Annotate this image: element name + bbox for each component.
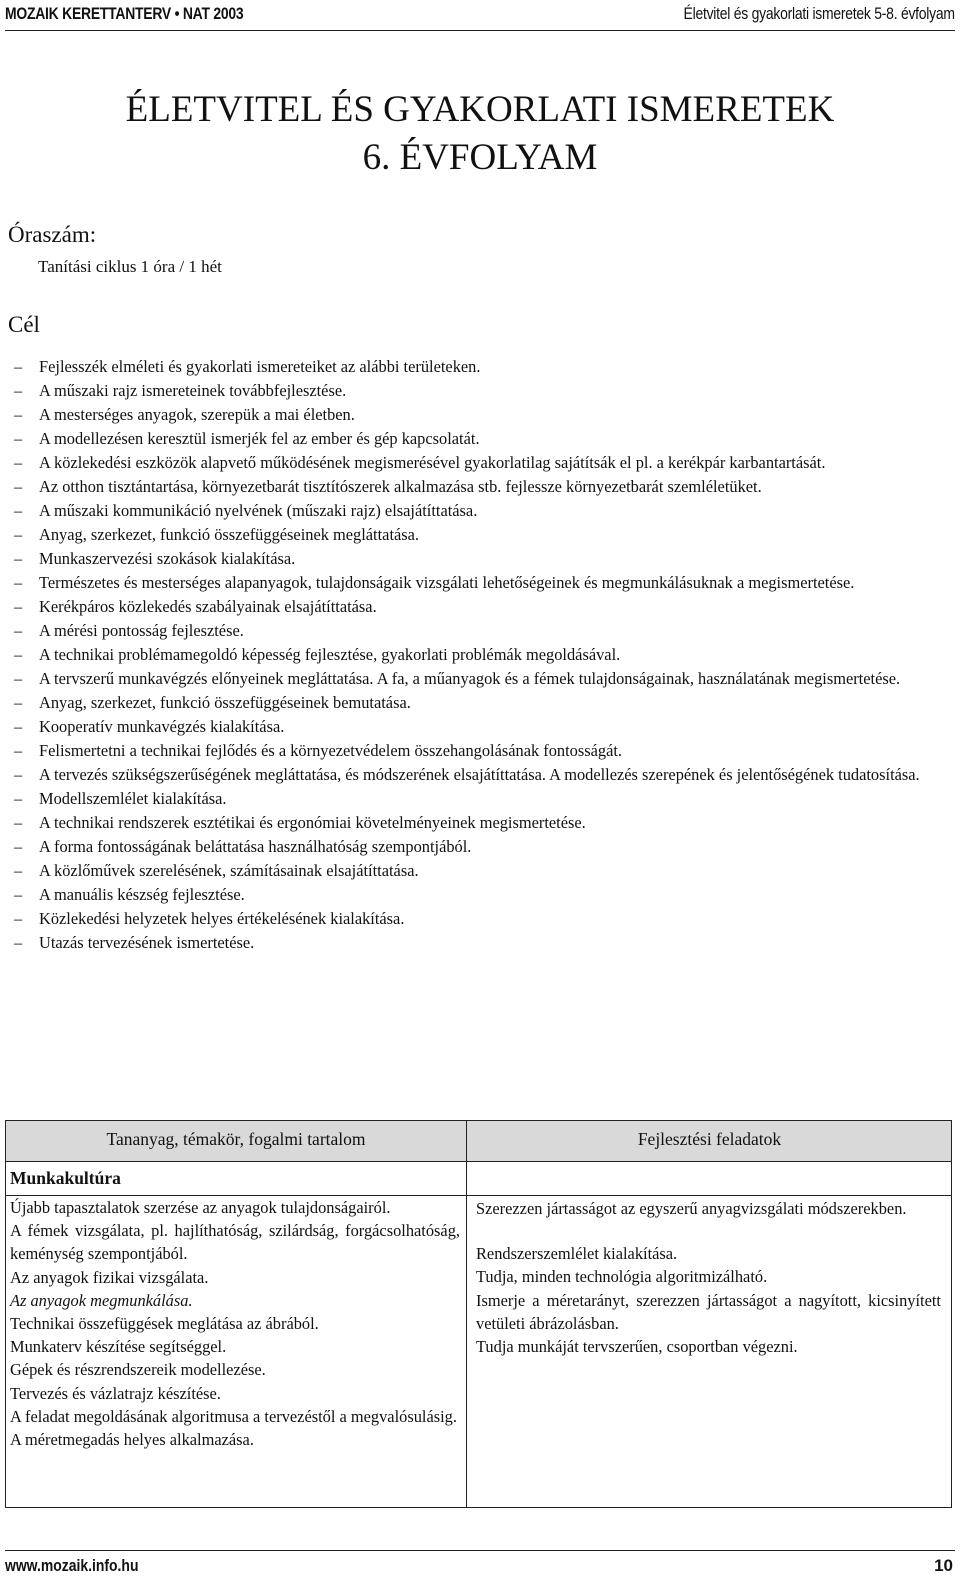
dash-bullet: – <box>14 357 23 376</box>
dash-bullet: – <box>14 909 23 928</box>
goal-item <box>8 787 950 811</box>
dash-bullet: – <box>14 933 23 952</box>
goal-text: A műszaki kommunikáció nyelvének (műszaki rajz) elsajátíttatása. <box>39 501 478 520</box>
header-divider <box>5 30 955 31</box>
dash-bullet: – <box>14 453 23 472</box>
dash-bullet: – <box>14 717 23 736</box>
goal-item <box>8 403 950 427</box>
goal-text: Munkaszervezési szokások kialakítása. <box>39 549 296 568</box>
dash-bullet: – <box>14 861 23 880</box>
hours-text: Tanítási ciklus 1 óra / 1 hét <box>38 257 222 276</box>
table-column-divider <box>466 1121 467 1507</box>
goal-item <box>8 907 950 931</box>
dash-bullet: – <box>14 477 23 496</box>
goal-item <box>8 691 950 715</box>
goal-item <box>8 931 950 955</box>
table-content-column <box>10 1166 460 1451</box>
goal-text: Kerékpáros közlekedés szabályainak elsajátíttatása. <box>39 597 377 616</box>
goal-item <box>8 835 950 859</box>
content-item: Technikai összefüggések meglátása az ábrából. <box>10 1314 319 1334</box>
goals-heading: Cél <box>8 312 40 337</box>
content-item: Munkaterv készítése segítséggel. <box>10 1337 227 1357</box>
goal-text: Fejlesszék elméleti és gyakorlati ismereteiket az alábbi területeken. <box>39 357 481 376</box>
goal-text: A mesterséges anyagok, szerepük a mai életben. <box>39 405 355 424</box>
task-item: Tudja munkáját tervszerűen, csoportban végezni. <box>476 1337 798 1357</box>
content-item: Újabb tapasztalatok szerzése az anyagok tulajdonságairól. <box>10 1198 391 1217</box>
header-subject-title: Életvitel és gyakorlati ismeretek 5-8. évfolyam <box>683 4 955 23</box>
goal-text: A technikai problémamegoldó képesség fejlesztése, gyakorlati problémák megoldásával. <box>39 645 621 664</box>
table-header-tasks: Fejlesztési feladatok <box>637 1129 782 1149</box>
task-item: Rendszerszemlélet kialakítása. <box>476 1244 678 1264</box>
goal-item <box>8 619 950 643</box>
dash-bullet: – <box>14 645 23 664</box>
dash-bullet: – <box>14 789 23 808</box>
goal-text: Anyag, szerkezet, funkció összefüggéseinek megláttatása. <box>39 525 420 544</box>
goal-item <box>8 523 950 547</box>
content-item: Az anyagok megmunkálása. <box>10 1290 193 1310</box>
goal-text: Felismertetni a technikai fejlődés és a környezetvédelem összehangolásának fontosságát. <box>39 741 623 760</box>
goal-item <box>8 739 950 763</box>
dash-bullet: – <box>14 741 23 760</box>
page-number: 10 <box>934 1556 953 1575</box>
dash-bullet: – <box>14 429 23 448</box>
footer-website-link[interactable]: www.mozaik.info.hu <box>5 1556 139 1575</box>
goal-item <box>8 811 950 835</box>
content-item: Gépek és részrendszereik modellezése. <box>10 1360 266 1380</box>
goal-item <box>8 355 950 379</box>
dash-bullet: – <box>14 765 23 784</box>
table-header-content: Tananyag, témakör, fogalmi tartalom <box>106 1129 366 1149</box>
content-item: A fémek vizsgálata, pl. hajlíthatóság, szilárdság, forgácsolhatóság, keménység szempontjából. <box>10 1221 460 1264</box>
goal-text: A manuális készség fejlesztése. <box>39 885 245 904</box>
title-line-2: 6. ÉVFOLYAM <box>362 137 598 178</box>
goal-item <box>8 643 950 667</box>
task-item: Tudja, minden technológia algoritmizálható. <box>476 1267 768 1287</box>
goal-text: Közlekedési helyzetek helyes értékelésének kialakítása. <box>39 909 405 928</box>
curriculum-table <box>5 1120 952 1508</box>
content-item: A feladat megoldásának algoritmusa a tervezéstől a megvalósulásig. <box>10 1406 457 1426</box>
dash-bullet: – <box>14 597 23 616</box>
dash-bullet: – <box>14 813 23 832</box>
goal-item <box>8 883 950 907</box>
goal-text: A közlőművek szerelésének, számításainak elsajátíttatása. <box>39 861 419 880</box>
goal-text: A műszaki rajz ismereteinek továbbfejlesztése. <box>39 381 347 400</box>
page-footer <box>5 1556 955 1576</box>
goal-item <box>8 763 950 787</box>
goal-text: A modellezésen keresztül ismerjék fel az ember és gép kapcsolatát. <box>39 429 480 448</box>
dash-bullet: – <box>14 405 23 424</box>
goal-text: A tervezés szükségszerűségének megláttatása, és módszerének elsajátíttatása. A modellezés szerepének és jelentőségének tudatosítása. <box>39 765 920 784</box>
table-tasks-column <box>476 1197 941 1358</box>
dash-bullet: – <box>14 693 23 712</box>
dash-bullet: – <box>14 621 23 640</box>
header-series-title: MOZAIK KERETTANTERV • NAT 2003 <box>5 4 244 23</box>
goal-text: Kooperatív munkavégzés kialakítása. <box>39 717 285 736</box>
page-title <box>0 86 960 182</box>
title-line-1: ÉLETVITEL ÉS GYAKORLATI ISMERETEK <box>125 89 835 130</box>
dash-bullet: – <box>14 525 23 544</box>
goal-text: A mérési pontosság fejlesztése. <box>39 621 244 640</box>
goal-item <box>8 427 950 451</box>
dash-bullet: – <box>14 573 23 592</box>
dash-bullet: – <box>14 669 23 688</box>
goal-item <box>8 595 950 619</box>
goal-item <box>8 547 950 571</box>
content-item: A méretmegadás helyes alkalmazása. <box>10 1430 254 1450</box>
goal-text: Anyag, szerkezet, funkció összefüggéseinek bemutatása. <box>39 693 411 712</box>
goal-item <box>8 859 950 883</box>
goal-text: Modellszemlélet kialakítása. <box>39 789 227 808</box>
task-item: Szerezzen jártasságot az egyszerű anyagvizsgálati módszerekben. <box>476 1199 907 1218</box>
page-header <box>5 4 955 30</box>
dash-bullet: – <box>14 501 23 520</box>
footer-divider <box>5 1550 955 1551</box>
goal-text: A közlekedési eszközök alapvető működésének megismerésével gyakorlatilag sajátítsák el pl. a kerékpár karbantartását. <box>39 453 826 472</box>
goal-text: A forma fontosságának beláttatása használhatóság szempontjából. <box>39 837 472 856</box>
section-heading: Munkakultúra <box>10 1168 121 1188</box>
content-item: Tervezés és vázlatrajz készítése. <box>10 1383 221 1403</box>
dash-bullet: – <box>14 381 23 400</box>
goal-item <box>8 715 950 739</box>
goal-item <box>8 667 950 691</box>
goal-text: A tervszerű munkavégzés előnyeinek megláttatása. A fa, a műanyagok és a fémek tulajdonságainak, használatának megismertetése. <box>39 669 901 688</box>
goal-text: Természetes és mesterséges alapanyagok, tulajdonságaik vizsgálati lehetőségeinek és megmunkálásuknak a megismertetése. <box>39 573 855 592</box>
goal-text: Utazás tervezésének ismertetése. <box>39 933 255 952</box>
goal-item <box>8 475 950 499</box>
dash-bullet: – <box>14 885 23 904</box>
goal-item <box>8 379 950 403</box>
goal-item <box>8 451 950 475</box>
goal-text: A technikai rendszerek esztétikai és ergonómiai követelményeinek megismertetése. <box>39 813 586 832</box>
content-item: Az anyagok fizikai vizsgálata. <box>10 1267 209 1287</box>
task-item: Ismerje a méretarányt, szerezzen jártasságot a nagyított, kicsinyített vetületi ábrázolásban. <box>476 1290 941 1333</box>
goals-list <box>8 355 950 955</box>
goal-text: Az otthon tisztántartása, környezetbarát tisztítószerek alkalmazása stb. fejlessze környezetbarát szemléletüket. <box>39 477 762 496</box>
dash-bullet: – <box>14 837 23 856</box>
dash-bullet: – <box>14 549 23 568</box>
goal-item <box>8 571 950 595</box>
hours-heading: Óraszám: <box>8 222 97 247</box>
goal-item <box>8 499 950 523</box>
